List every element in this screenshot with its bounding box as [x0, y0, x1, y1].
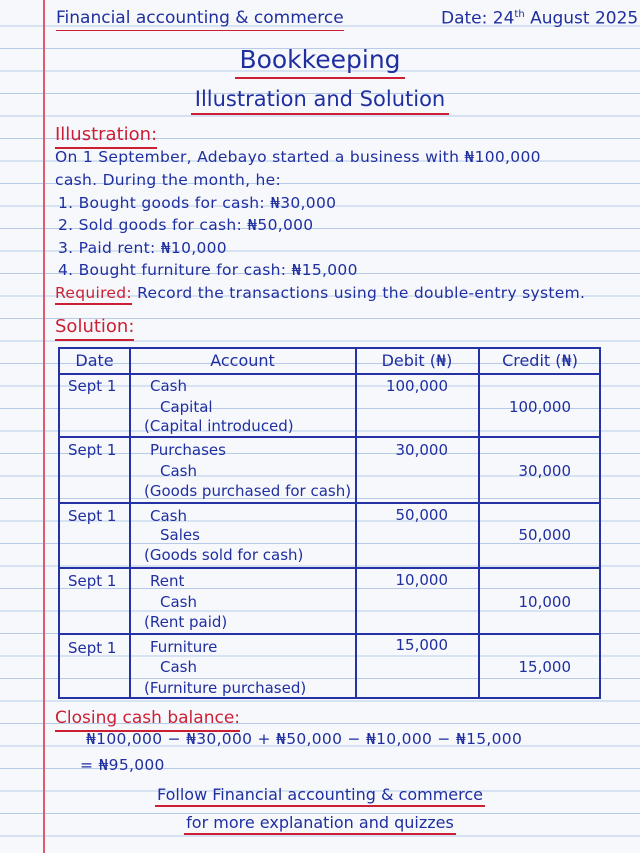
entry-note: (Goods purchased for cash) [144, 482, 352, 500]
page-subtitle [0, 87, 640, 115]
entry-credit-amount: 30,000 [518, 462, 571, 480]
entry-credit-account: Cash [160, 593, 197, 611]
entry-credit-account: Capital [160, 398, 213, 416]
header-date-sup: th [514, 9, 525, 20]
margin-line [43, 0, 45, 853]
header-date-suffix: August 2025 [524, 8, 639, 29]
entry-date: Sept 1 [68, 639, 117, 657]
required-line [55, 285, 585, 303]
entry-credit-amount: 10,000 [518, 593, 571, 611]
footer-line-1 [0, 786, 640, 807]
header-channel-name: Financial accounting & commerce [56, 9, 344, 31]
entry-credit-amount: 15,000 [518, 658, 571, 676]
entry-credit-amount: 50,000 [518, 526, 571, 544]
illustration-line: cash. During the month, he: [55, 171, 282, 189]
entry-debit-amount: 100,000 [385, 377, 448, 395]
header-credit-col: Credit (₦) [502, 351, 578, 370]
entry-debit-account: Furniture [150, 638, 218, 656]
header-account-col: Account [210, 351, 275, 370]
row-divider [60, 502, 599, 504]
solution-label: Solution: [55, 317, 134, 341]
illustration-item: 4. Bought furniture for cash: ₦15,000 [58, 261, 358, 279]
page-title [0, 46, 640, 79]
entry-debit-amount: 15,000 [395, 636, 448, 654]
entry-note: (Goods sold for cash) [144, 546, 304, 564]
entry-credit-account: Sales [160, 526, 200, 544]
entry-credit-account: Cash [160, 658, 197, 676]
entry-debit-amount: 50,000 [395, 506, 448, 524]
illustration-item: 3. Paid rent: ₦10,000 [58, 239, 227, 257]
row-divider [60, 567, 599, 569]
column-divider [129, 349, 131, 697]
entry-credit-account: Cash [160, 462, 197, 480]
entry-debit-amount: 10,000 [395, 571, 448, 589]
entry-date: Sept 1 [68, 572, 117, 590]
illustration-label: Illustration: [55, 125, 157, 149]
header-date [441, 9, 638, 29]
row-divider [60, 436, 599, 438]
entry-debit-amount: 30,000 [395, 441, 448, 459]
entry-date: Sept 1 [68, 507, 117, 525]
entry-credit-amount: 100,000 [508, 398, 571, 416]
entry-note: (Furniture purchased) [144, 679, 307, 697]
closing-balance-calculation: ₦100,000 − ₦30,000 + ₦50,000 − ₦10,000 − ₦15,000 [86, 730, 523, 748]
footer-line-2-text: for more explanation and quizzes [184, 814, 456, 835]
footer-line-1-text: Follow Financial accounting & commerce [155, 786, 485, 807]
closing-balance-result: = ₦95,000 [80, 756, 165, 774]
entry-date: Sept 1 [68, 377, 117, 395]
illustration-item: 2. Sold goods for cash: ₦50,000 [58, 216, 314, 234]
entry-debit-account: Cash [150, 507, 187, 525]
entry-debit-account: Purchases [150, 441, 226, 459]
header-debit-col: Debit (₦) [381, 351, 453, 370]
entry-debit-account: Rent [150, 572, 185, 590]
required-label: Required: [55, 284, 132, 305]
required-text: Record the transactions using the double-entry system. [131, 284, 586, 302]
illustration-line: On 1 September, Adebayo started a business with ₦100,000 [55, 148, 541, 166]
row-divider [60, 373, 599, 375]
header-date-prefix: Date: 24 [441, 8, 515, 29]
entry-note: (Rent paid) [144, 613, 228, 631]
closing-balance-label: Closing cash balance: [55, 709, 240, 732]
page-title-text: Bookkeeping [235, 46, 404, 79]
header-date-col: Date [75, 351, 114, 370]
entry-debit-account: Cash [150, 377, 187, 395]
entry-date: Sept 1 [68, 441, 117, 459]
illustration-item: 1. Bought goods for cash: ₦30,000 [58, 194, 337, 212]
footer-line-2 [0, 814, 640, 835]
page-subtitle-text: Illustration and Solution [191, 87, 449, 115]
entry-note: (Capital introduced) [144, 417, 294, 435]
journal-table [58, 347, 601, 699]
row-divider [60, 633, 599, 635]
